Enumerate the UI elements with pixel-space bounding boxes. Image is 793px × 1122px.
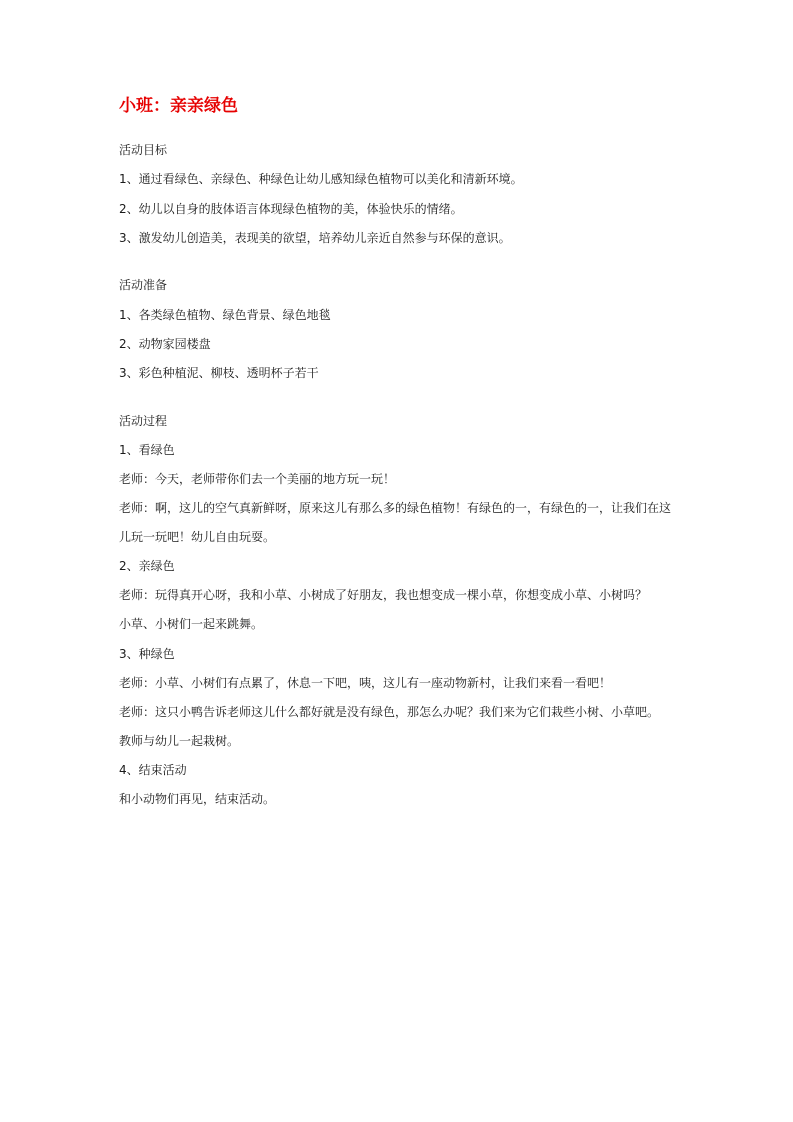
preparation-item: 2、动物家园楼盘 [119, 337, 211, 351]
goal-item: 1、通过看绿色、亲绿色、种绿色让幼儿感知绿色植物可以美化和清新环境。 [119, 172, 523, 186]
section-heading-goals: 活动目标 [119, 143, 168, 157]
process-line: 和小动物们再见，结束活动。 [119, 792, 276, 806]
goal-item: 3、激发幼儿创造美，表现美的欲望，培养幼儿亲近自然参与环保的意识。 [119, 231, 511, 245]
preparation-item: 1、各类绿色植物、绿色背景、绿色地毯 [119, 308, 331, 322]
process-line: 老师：玩得真开心呀，我和小草、小树成了好朋友，我也想变成一棵小草，你想变成小草、小树吗？ [119, 588, 648, 602]
preparation-item: 3、彩色种植泥、柳枝、透明杯子若干 [119, 366, 319, 380]
process-step-heading: 1、看绿色 [119, 443, 175, 457]
page-title: 小班：亲亲绿色 [119, 96, 238, 116]
goal-item: 2、幼儿以自身的肢体语言体现绿色植物的美，体验快乐的情绪。 [119, 202, 463, 216]
process-line: 老师：这只小鸭告诉老师这儿什么都好就是没有绿色，那怎么办呢？我们来为它们栽些小树、小草吧。 [119, 705, 660, 719]
section-heading-preparation: 活动准备 [119, 278, 168, 292]
process-line: 老师：啊，这儿的空气真新鲜呀，原来这儿有那么多的绿色植物！有绿色的一，有绿色的一，让我们在这 [119, 501, 672, 515]
process-line: 老师：小草、小树们有点累了，休息一下吧，咦，这儿有一座动物新村，让我们来看一看吧！ [119, 676, 612, 690]
process-step-heading: 4、结束活动 [119, 763, 187, 777]
process-line: 小草、小树们一起来跳舞。 [119, 617, 264, 631]
process-line: 老师：今天，老师带你们去一个美丽的地方玩一玩！ [119, 472, 396, 486]
process-line: 儿玩一玩吧！幼儿自由玩耍。 [119, 530, 276, 544]
process-step-heading: 3、种绿色 [119, 647, 175, 661]
section-heading-process: 活动过程 [119, 414, 168, 428]
process-line: 教师与幼儿一起栽树。 [119, 734, 240, 748]
process-step-heading: 2、亲绿色 [119, 559, 175, 573]
